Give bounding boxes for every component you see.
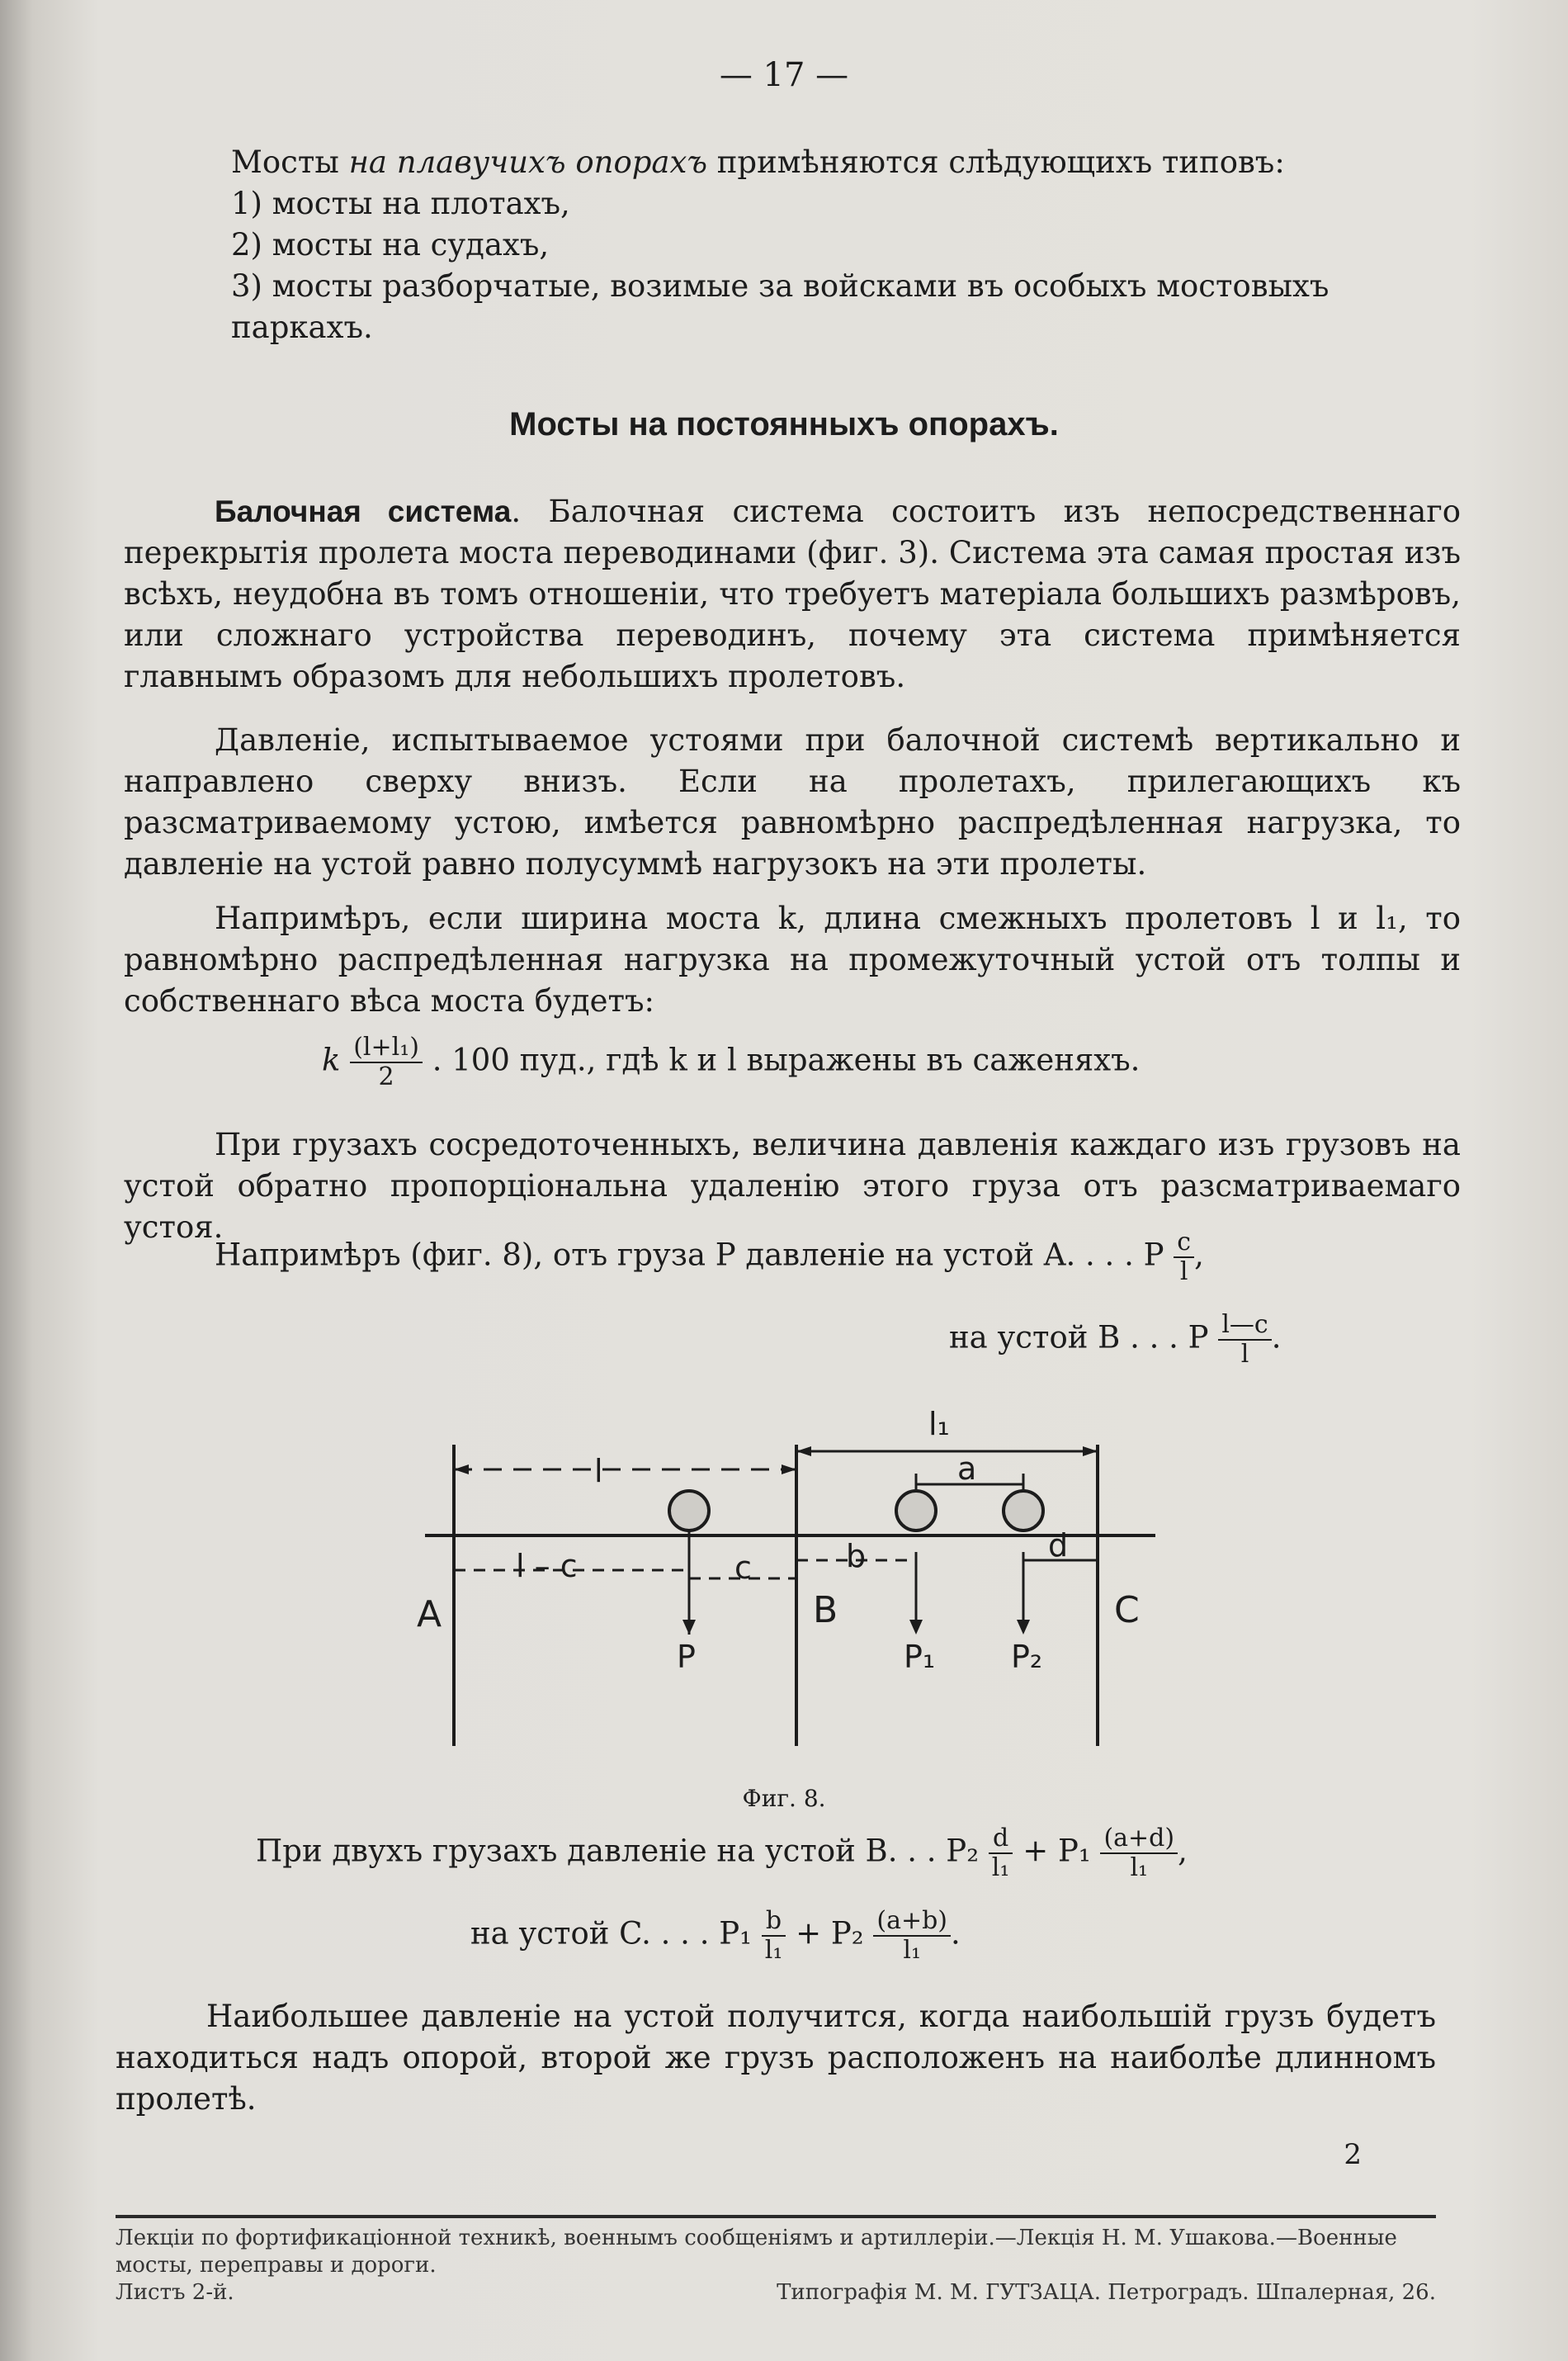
figure-caption: Фиг. 8. [742,1785,826,1812]
para3: Напримѣръ, если ширина моста k, длина смежныхъ пролетовъ l и l₁, то равномѣрно распредѣленная нагрузка на промежуточный устой отъ толпы и собственнаго вѣса моста будетъ: [124,901,1461,1019]
sheet-signature: 2 [1344,2138,1362,2171]
formula-3: на устой B . . . P $\frac{l—c}{l}$ . [949,1310,1282,1369]
intro-lead-italic: на плавучихъ опорахъ [348,144,707,180]
footer-line2: Листъ 2-й. [116,2280,234,2305]
label-l1: l₁ [928,1406,950,1442]
label-support-a: A [417,1593,442,1635]
footer [116,2225,1436,2307]
para5-block [116,1996,1436,2120]
para2-block [124,720,1461,885]
load-p2-circle [1004,1491,1043,1531]
label-support-c: C [1114,1589,1140,1631]
figure-8-diagram [388,1387,1180,1775]
formula1-k: k [322,1042,341,1078]
formula2-prefix: Напримѣръ (фиг. 8), отъ груза P давленіе на устой A. . . . P [215,1237,1164,1273]
para2: Давленіе, испытываемое устоями при балочной системѣ вертикально и направлено сверху внизъ. Если на пролетахъ, прилегающихъ къ разсматриваемому устою, имѣется равномѣрно распредѣленная нагрузка, то давленіе на устой равно полусуммѣ нагрузокъ на эти пролеты. [124,722,1461,882]
intro-block [231,142,1469,348]
intro-item-3: 3) мосты разборчатые, возимые за войсками въ особыхъ мостовыхъ паркахъ. [231,268,1329,345]
section-heading: Мосты на постоянныхъ опорахъ. [509,406,1059,442]
formula-5: на устой C. . . . P₁ $\frac{b}{\text{l₁}}$ + P₂ $\frac{(a+b)}{\text{l₁}}$ . [470,1906,961,1965]
label-l-minus-c: l – c [516,1548,578,1584]
formula2-frac: $\frac{c}{l}$ [1174,1228,1194,1286]
para4: При грузахъ сосредоточенныхъ, величина давленія каждаго изъ грузовъ на устой обратно пропорціональна удаленію этого груза отъ разсматриваемаго устоя. [124,1127,1461,1245]
formula4-prefix: При двухъ грузахъ давленіе на устой B. . . P₂ [256,1833,980,1869]
page-number: — 17 — [719,56,849,94]
formula-4: При двухъ грузахъ давленіе на устой B. . . P₂ $\frac{d}{\text{l₁}}$ + P₁ $\frac{(a+d)}{\text{l₁}}$ , [256,1824,1188,1882]
formula5-mid: + P₂ [796,1915,864,1952]
para1-text: . Балочная система состоитъ изъ непосредственнаго перекрытія пролета моста переводинами (фиг. 3). Система эта самая простая изъ всѣхъ, неудобна въ томъ отношеніи, что требуетъ матеріала большихъ размѣровъ, или сложнаго устройства переводинъ, почему эта система примѣняется главнымъ образомъ для небольшихъ пролетовъ. [124,494,1461,694]
load-p1-circle [896,1491,936,1531]
formula4-frac2: $\frac{(a+d)}{\text{l₁}}$ [1100,1824,1178,1882]
formula3-prefix: на устой B . . . P [949,1319,1209,1356]
label-load-p1: P₁ [904,1639,936,1675]
footer-line1: Лекціи по фортификаціонной техникѣ, военнымъ сообщеніямъ и артиллеріи.—Лекція Н. М. Ушакова.—Военные мосты, переправы и дороги. [116,2226,1397,2278]
label-b: b [846,1538,867,1574]
label-d: d [1048,1527,1069,1564]
intro-lead-before: Мосты [231,144,349,180]
intro-lead-after: примѣняются слѣдующихъ типовъ: [707,144,1285,180]
formula3-frac: $\frac{l—c}{l}$ [1218,1311,1271,1369]
footer-printer: Типографія М. М. ГУТЗАЦА. Петроградъ. Шпалерная, 26. [777,2280,1436,2305]
formula4-mid: + P₁ [1023,1833,1091,1869]
intro-item-1: 1) мосты на плотахъ, [231,186,570,221]
formula-1 [322,1034,1140,1091]
load-p-circle [669,1491,709,1531]
formula5-frac1: $\frac{b}{\text{l₁}}$ [762,1907,786,1965]
formula1-frac: $\frac{\text{(l+l₁)}}{2}$ [350,1034,423,1091]
para3-block [124,898,1461,1022]
label-c: c [734,1550,752,1586]
label-l: l [594,1453,603,1489]
formula4-frac1: $\frac{d}{\text{l₁}}$ [989,1824,1013,1882]
para1-bold: Балочная система [215,494,512,528]
formula1-tail: . 100 пуд., гдѣ k и l выражены въ саженяхъ. [432,1042,1141,1078]
label-a: a [957,1450,977,1487]
para5: Наибольшее давленіе на устой получится, когда наибольшій грузъ будетъ находиться надъ опорой, второй же грузъ расположенъ на наиболѣе длинномъ пролетѣ. [116,1999,1436,2117]
formula5-prefix: на устой C. . . . P₁ [470,1915,752,1952]
para1 [124,491,1461,698]
footer-rule [116,2215,1436,2218]
para1-block [124,491,1461,698]
label-load-p: P [677,1639,696,1675]
label-load-p2: P₂ [1011,1639,1043,1675]
intro-lead [231,142,1469,183]
formula5-frac2: $\frac{(a+b)}{\text{l₁}}$ [873,1907,951,1965]
label-support-b: B [813,1589,838,1631]
formula-2: Напримѣръ (фиг. 8), отъ груза P давленіе на устой A. . . . P $\frac{c}{l}$ , [215,1228,1204,1286]
intro-item-2: 2) мосты на судахъ, [231,227,550,263]
